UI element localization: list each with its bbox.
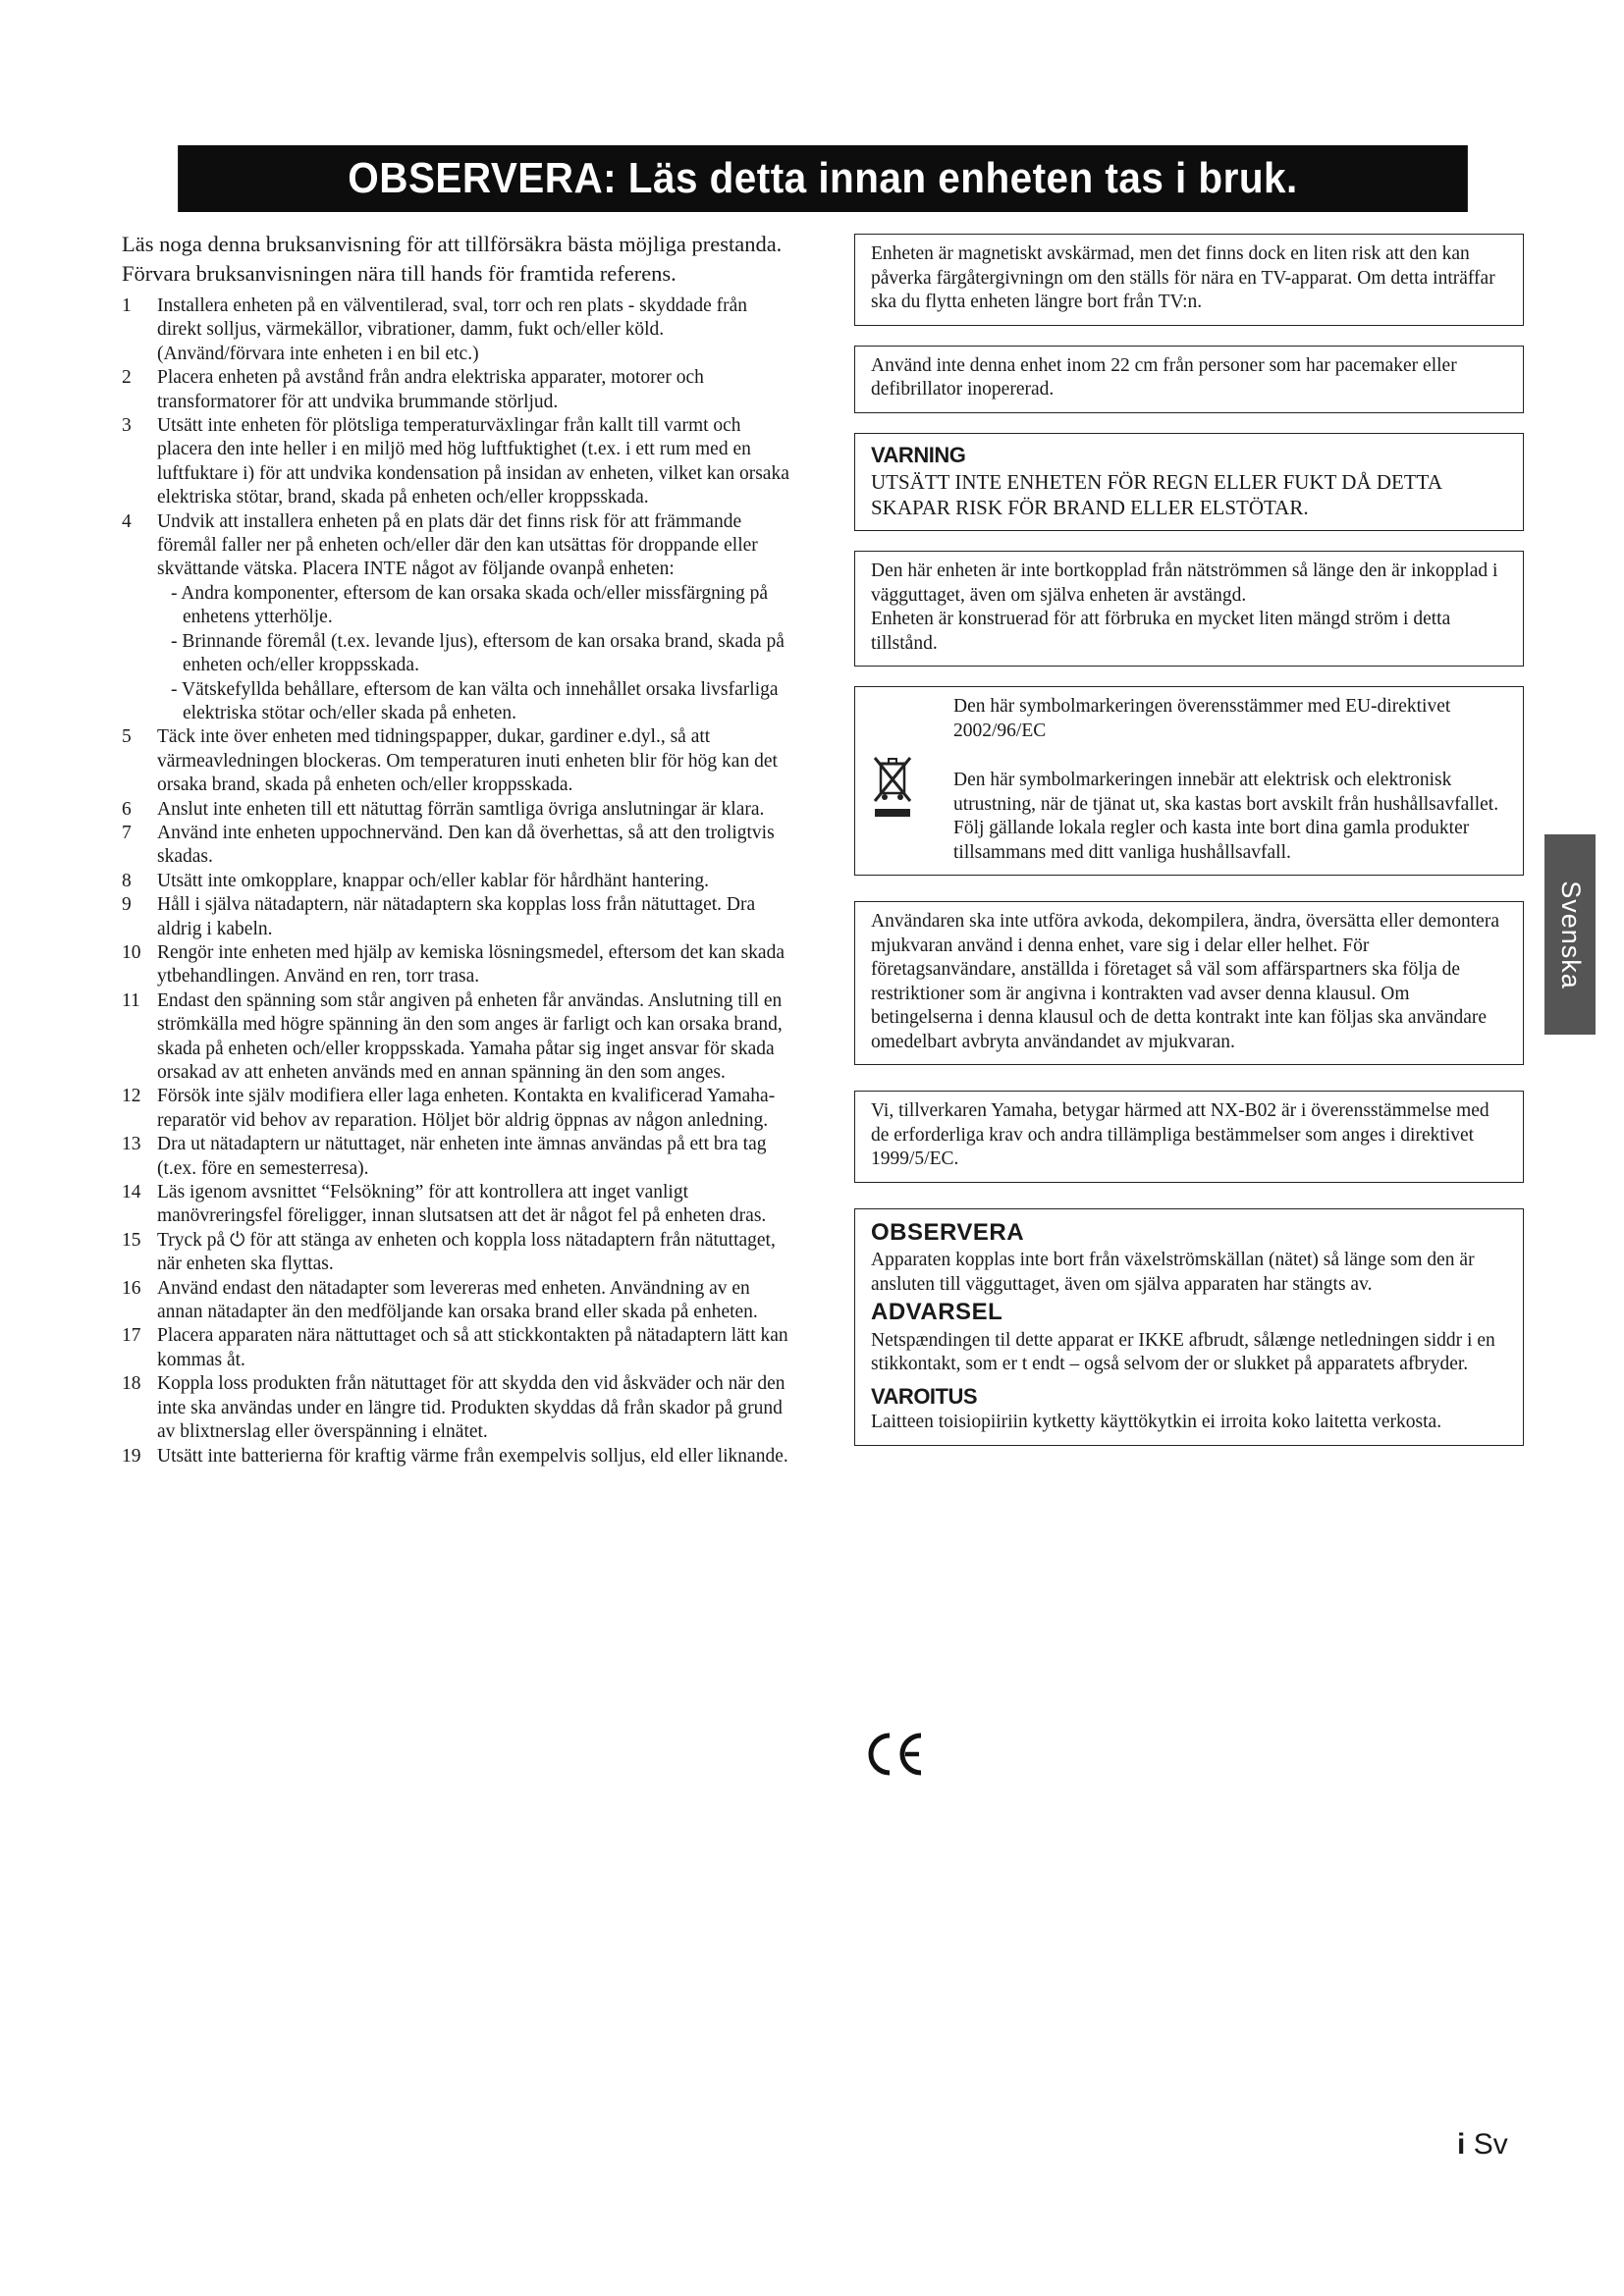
software-notice bbox=[854, 901, 1524, 1065]
list-item-text: Dra ut nätadaptern ur nätuttaget, när enheten inte ämnas användas på ett bra tag (t.ex. före en semesterresa). bbox=[157, 1134, 767, 1179]
list-item-text: Håll i själva nätadaptern, när nätadaptern ska kopplas loss från nätuttaget. Dra aldrig i kabeln. bbox=[157, 894, 756, 939]
list-item bbox=[122, 1181, 789, 1229]
list-item-text: Endast den spänning som står angiven på enheten får användas. Anslutning till en strömkälla med högre spänning än den som anges är farligt och kan orsaka brand, skada på enheten och/eller kroppsskada. Yamaha påtar sig inget ansvar för skada orsakad av att enheten används med en annan spänning än den som anges. bbox=[157, 989, 783, 1083]
page-number bbox=[1457, 2128, 1508, 2162]
list-item-number: 17 bbox=[122, 1325, 141, 1347]
list-item bbox=[122, 1372, 789, 1444]
observera-text: Apparaten kopplas inte bort från växelströmskällan (nätet) så länge som den är ansluten till vägguttaget, även om själva apparaten har stängts av. bbox=[871, 1250, 1475, 1295]
weee-text-1: Den här symbolmarkeringen överensstämmer med EU-direktivet 2002/96/EC bbox=[953, 696, 1451, 741]
list-item-text: Rengör inte enheten med hjälp av kemiska lösningsmedel, eftersom det kan skada ytbehandlingen. Använd en ren, torr trasa. bbox=[157, 941, 785, 988]
list-subitem: - Andra komponenter, eftersom de kan orsaka skada och/eller missfärgning på enhetens ytterhölje. bbox=[171, 582, 769, 628]
list-subitem: - Vätskefyllda behållare, eftersom de kan välta och innehållet orsaka livsfarliga elektriska stötar och/eller skada på enheten. bbox=[171, 678, 779, 723]
ce-mark-icon bbox=[864, 1732, 925, 1777]
software-text: Användaren ska inte utföra avkoda, dekompilera, ändra, översätta eller demontera mjukvaran använd i denna enhet, vare sig i delar eller helhet. För företagsanvändare, anställda i företaget så väl som affärspartners ska följa de restriktioner som är angivna i kontrakten vad avser denna klausul. Om betingelserna i denna klausul och de detta kontrakt inte kan följas ska användare omedelbart avbryta användandet av mjukvaran. bbox=[871, 911, 1499, 1052]
declaration-text: Vi, tillverkaren Yamaha, betygar härmed att NX-B02 är i överensstämmelse med de erforderliga krav och andra tillämpliga bestämmelser som anges i direktivet 1999/5/EC. bbox=[871, 1100, 1489, 1169]
list-item-text: Tryck på ⏻ för att stänga av enheten och koppla loss nätadaptern från nätuttaget, när enheten ska flyttas. bbox=[157, 1229, 776, 1275]
pacemaker-notice-text: Använd inte denna enhet inom 22 cm från personer som har pacemaker eller defibrillator inopererad. bbox=[871, 354, 1457, 400]
list-item-number: 11 bbox=[122, 989, 140, 1011]
list-item-number: 15 bbox=[122, 1229, 141, 1251]
list-item-number: 1 bbox=[122, 295, 132, 316]
weee-text-2: Den här symbolmarkeringen innebär att elektrisk och elektronisk utrustning, när de tjänat ut, ska kastas bort avskilt från hushållsavfallet. bbox=[953, 770, 1499, 815]
list-item-number: 19 bbox=[122, 1445, 141, 1467]
varoitus-heading: VAROITUS bbox=[871, 1383, 978, 1409]
warning-text: UTSÄTT INTE ENHETEN FÖR REGN ELLER FUKT DÅ DETTA SKAPAR RISK FÖR BRAND ELLER ELSTÖTAR. bbox=[871, 470, 1441, 519]
list-item-text: Täck inte över enheten med tidningspapper, dukar, gardiner e.dyl., så att värmeavledningen blockeras. Om temperaturen inuti enheten blir för hög kan det orsaka brand, skada på enheten och/eller kroppsskada. bbox=[157, 726, 778, 796]
page-title: OBSERVERA: Läs detta innan enheten tas i bruk. bbox=[348, 154, 1298, 202]
observera-heading: OBSERVERA bbox=[871, 1218, 1025, 1246]
weee-notice bbox=[854, 686, 1524, 876]
pacemaker-notice bbox=[854, 346, 1524, 413]
list-item bbox=[122, 822, 789, 870]
list-item bbox=[122, 725, 789, 797]
list-item-number: 18 bbox=[122, 1373, 141, 1395]
standby-text-2: Enheten är konstruerad för att förbruka en mycket liten mängd ström i detta tillstånd. bbox=[871, 609, 1451, 654]
list-item-number: 7 bbox=[122, 822, 132, 843]
list-item-text: Utsätt inte enheten för plötsliga temperaturväxlingar från kallt till varmt och placera den inte heller i en miljö med hög luftfuktighet (t.ex. i ett rum med en luftfuktare i) för att undvika kondensation på insidan av enheten, vilket kan orsaka elektriska stötar, brand, skada på enheten och/eller kroppsskada. bbox=[157, 415, 789, 508]
varoitus-text: Laitteen toisiopiiriin kytketty käyttökytkin ei irroita koko laitetta verkosta. bbox=[871, 1412, 1442, 1432]
list-item bbox=[122, 870, 789, 893]
list-item-number: 12 bbox=[122, 1086, 141, 1107]
list-item-number: 14 bbox=[122, 1182, 141, 1203]
list-item-text: Utsätt inte batterierna för kraftig värme från exempelvis solljus, eld eller liknande. bbox=[157, 1445, 788, 1467]
safety-instructions bbox=[122, 230, 789, 1468]
instruction-list bbox=[122, 294, 789, 1468]
list-item-number: 13 bbox=[122, 1134, 141, 1155]
list-item-number: 16 bbox=[122, 1277, 141, 1299]
list-item bbox=[122, 414, 789, 510]
list-item bbox=[122, 366, 789, 414]
list-item-number: 9 bbox=[122, 894, 132, 916]
list-item-text: Läs igenom avsnittet “Felsökning” för att kontrollera att inget vanligt manövreringsfel föreligger, innan slutsatsen att det är något fel på enheten dras. bbox=[157, 1182, 767, 1227]
list-item-number: 10 bbox=[122, 941, 141, 963]
list-item bbox=[122, 1445, 789, 1468]
list-item-text: Använd inte enheten uppochnervänd. Den kan då överhettas, så att den troligtvis skadas. bbox=[157, 822, 775, 868]
advarsel-text: Netspændingen til dette apparat er IKKE afbrudt, sålænge netledningen siddr i en stikkontakt, som er t endt – også selvom der or slukket på apparatets afbryder. bbox=[871, 1329, 1495, 1374]
warning-notice bbox=[854, 433, 1524, 532]
list-item bbox=[122, 510, 789, 726]
list-item-text: Försök inte själv modifiera eller laga enheten. Kontakta en kvalificerad Yamaha-reparatör vid behov av reparation. Höljet bör aldrig öppnas av någon anledning. bbox=[157, 1086, 776, 1131]
list-item-text: Installera enheten på en välventilerad, sval, torr och ren plats - skyddade från direkt solljus, värmekällor, vibrationer, damm, fukt och/eller köld. (Använd/förvara inte enheten i en bil etc.) bbox=[157, 295, 748, 364]
list-item bbox=[122, 294, 789, 366]
list-item-text: Utsätt inte omkopplare, knappar och/eller kablar för hårdhänt hantering. bbox=[157, 870, 710, 891]
list-item-number: 2 bbox=[122, 367, 132, 389]
list-item-text: Placera apparaten nära nättuttaget och så att stickkontakten på nätadaptern lätt kan kommas åt. bbox=[157, 1325, 788, 1370]
list-item bbox=[122, 1085, 789, 1133]
intro-text: Läs noga denna bruksanvisning för att tillförsäkra bästa möjliga prestanda. Förvara bruksanvisningen nära till hands för framtida referens. bbox=[122, 232, 783, 286]
page-title-banner bbox=[178, 145, 1468, 212]
list-item-number: 3 bbox=[122, 415, 132, 437]
list-item bbox=[122, 798, 789, 822]
declaration-notice bbox=[854, 1091, 1524, 1183]
list-item-text: Undvik att installera enheten på en plats där det finns risk för att främmande föremål faller ner på enheten och/eller där den kan utsättas för droppande eller skvättande vätska. Placera INTE något av följande ovanpå enheten: bbox=[157, 510, 758, 580]
warning-heading: VARNING bbox=[871, 442, 966, 467]
standby-notice bbox=[854, 551, 1524, 667]
list-item bbox=[122, 1133, 789, 1181]
list-item bbox=[122, 1324, 789, 1372]
language-tab bbox=[1544, 834, 1596, 1035]
advarsel-heading: ADVARSEL bbox=[871, 1299, 1003, 1325]
list-item-text: Placera enheten på avstånd från andra elektriska apparater, motorer och transformatorer för att undvika brummande störljud. bbox=[157, 367, 704, 412]
weee-text-3: Följ gällande lokala regler och kasta inte bort dina gamla produkter tillsammans med ditt vanliga hushållsavfall. bbox=[953, 818, 1470, 863]
page-number-value: i bbox=[1457, 2128, 1466, 2161]
list-item-number: 4 bbox=[122, 510, 132, 532]
notice-column bbox=[854, 234, 1524, 1466]
list-item-number: 5 bbox=[122, 726, 132, 748]
language-tab-label: Svenska bbox=[1555, 880, 1586, 989]
magnetic-notice bbox=[854, 234, 1524, 326]
list-item bbox=[122, 1229, 789, 1277]
list-item-number: 8 bbox=[122, 870, 132, 891]
list-item bbox=[122, 1277, 789, 1325]
crossed-bin-icon bbox=[871, 754, 914, 823]
list-item-text: Anslut inte enheten till ett nätuttag förrän samtliga övriga anslutningar är klara. bbox=[157, 798, 765, 820]
page-language: Sv bbox=[1473, 2128, 1508, 2161]
list-item-text: Koppla loss produkten från nätuttaget för att skydda den vid åskväder och när den inte ska användas under en längre tid. Produkten skyddas då från skador på grund av blixtnerslag eller överspänning i elnätet. bbox=[157, 1373, 785, 1443]
standby-text-1: Den här enheten är inte bortkopplad från nätströmmen så länge den är inkopplad i vägguttaget, även om själva enheten är avstängd. bbox=[871, 561, 1498, 606]
list-subitem: - Brinnande föremål (t.ex. levande ljus), eftersom de kan orsaka brand, skada på enheten och/eller kroppsskada. bbox=[171, 630, 785, 676]
multilingual-notice bbox=[854, 1208, 1524, 1446]
list-item bbox=[122, 941, 789, 989]
list-item-number: 6 bbox=[122, 798, 132, 820]
list-item bbox=[122, 989, 789, 1086]
list-item-text: Använd endast den nätadapter som levereras med enheten. Användning av en annan nätadapter än den medföljande kan orsaka brand eller skada på enheten. bbox=[157, 1277, 758, 1323]
magnetic-notice-text: Enheten är magnetiskt avskärmad, men det finns dock en liten risk att den kan påverka färgåtergivningn om den ställs för nära en TV-apparat. Om detta inträffar ska du flytta enheten längre bort från TV:n. bbox=[871, 243, 1495, 312]
list-item bbox=[122, 893, 789, 941]
